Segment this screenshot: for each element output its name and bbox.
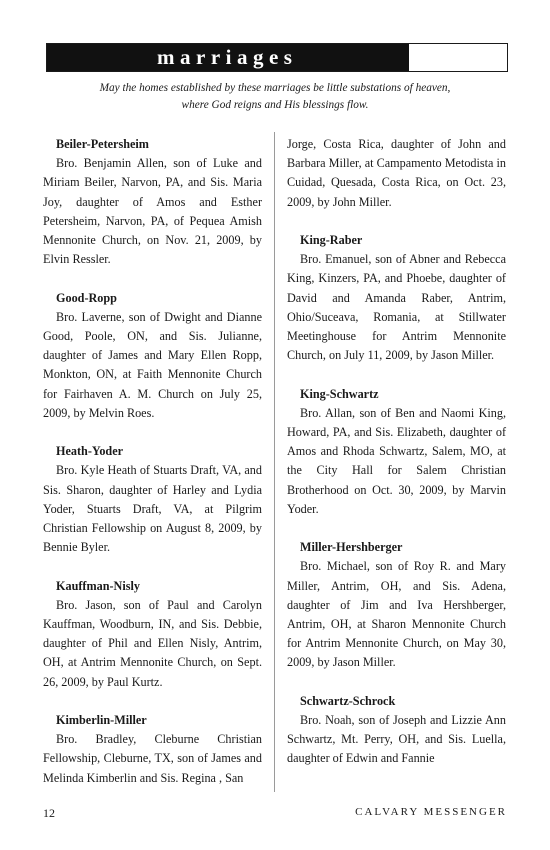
entry-body: Bro. Laverne, son of Dwight and Dianne Good, Poole, ON, and Sis. Julianne, daughter of James and Mary Ellen Ropp, Monkton, ON, at Faith Mennonite Church for Fairhaven A. M. Church on July 25, 2009, by Melvin Roes. — [43, 309, 262, 420]
section-title: marriages — [157, 45, 298, 69]
marriage-entry — [43, 135, 262, 269]
entry-title: Kauffman-Nisly — [56, 578, 140, 593]
entry-body: Bro. Noah, son of Joseph and Lizzie Ann Schwartz, Mt. Perry, OH, and Sis. Luella, daughter of Edwin and Fannie — [287, 713, 506, 766]
entry-title: Miller-Hershberger — [300, 540, 403, 555]
entry-body-continued: Jorge, Costa Rica, daughter of John and Barbara Miller, at Campamento Metodista in Cuidad, Quesada, Costa Rica, on Oct. 23, 2009, by John Miller. — [287, 137, 506, 209]
marriage-entry — [287, 385, 506, 519]
entry-body: Bro. Emanuel, son of Abner and Rebecca King, Kinzers, PA, and Phoebe, daughter of David and Amanda Raber, Antrim, Ohio/Suceava, Romania, at Stillwater Meetinghouse for Antrim Mennonite Church, on July 11, 2009, by Jason Miller. — [287, 252, 506, 363]
intro-line-2: where God reigns and His blessings flow. — [181, 99, 369, 111]
entry-body: Bro. Benjamin Allen, son of Luke and Miriam Beiler, Narvon, PA, and Sis. Maria Joy, daughter of Amos and Esther Petersheim, Narvon, PA, of Pequea Amish Mennonite Church, on Nov. 21, 2009, by Elvin Ressler. — [43, 156, 262, 267]
column-divider — [274, 132, 275, 792]
marriage-entry — [287, 692, 506, 769]
page-number: 12 — [43, 806, 55, 820]
marriage-entry — [287, 231, 506, 365]
entry-body: Bro. Kyle Heath of Stuarts Draft, VA, and Sis. Sharon, daughter of Harley and Lydia Yoder, Stuarts Draft, VA, at Pilgrim Christian Fellowship on August 8, 2009, by Bennie Byler. — [43, 463, 262, 555]
entry-body: Bro. Bradley, Cleburne Christian Fellowship, Cleburne, TX, son of James and Melinda Kimberlin and Sis. Regina , San — [43, 732, 262, 785]
entry-title: Schwartz-Schrock — [300, 693, 396, 708]
entry-body: Bro. Michael, son of Roy R. and Mary Miller, Antrim, OH, and Sis. Adena, daughter of Jim and Iva Hershberger, Antrim, OH, at Sharon Mennonite Church for Antrim Mennonite Church, on May 30, 2009, by Jason Miller. — [287, 559, 506, 670]
right-column — [287, 135, 506, 788]
marriage-entry-continued — [287, 135, 506, 212]
entry-title: Beiler-Petersheim — [56, 137, 149, 151]
intro-text — [60, 80, 490, 114]
entry-body: Bro. Jason, son of Paul and Carolyn Kauffman, Woodburn, IN, and Sis. Debbie, daughter of Phil and Ellen Nisly, Antrim, OH, at Antrim Mennonite Church, on Sept. 26, 2009, by Paul Kurtz. — [43, 597, 262, 689]
marriage-entry — [43, 442, 262, 557]
entry-title: King-Schwartz — [300, 386, 379, 401]
intro-line-1: May the homes established by these marriages be little substations of heaven, — [99, 82, 451, 94]
entry-title: King-Raber — [300, 233, 363, 247]
marriage-entry — [287, 538, 506, 672]
section-header-band — [47, 44, 409, 71]
entry-title: Kimberlin-Miller — [56, 713, 147, 728]
marriage-entry — [43, 289, 262, 423]
magazine-name: CALVARY MESSENGER — [355, 806, 507, 818]
marriage-entry — [43, 711, 262, 788]
marriage-entry — [43, 577, 262, 692]
left-column — [43, 135, 262, 807]
entry-title: Heath-Yoder — [56, 444, 124, 459]
entry-title: Good-Ropp — [56, 290, 117, 305]
entry-body: Bro. Allan, son of Ben and Naomi King, Howard, PA, and Sis. Elizabeth, daughter of Amos and Rhoda Schwartz, Salem, MO, at the City Hall for Salem Christian Brotherhood on Oct. 30, 2009, by Marvin Yoder. — [287, 405, 506, 516]
section-header — [46, 43, 508, 72]
